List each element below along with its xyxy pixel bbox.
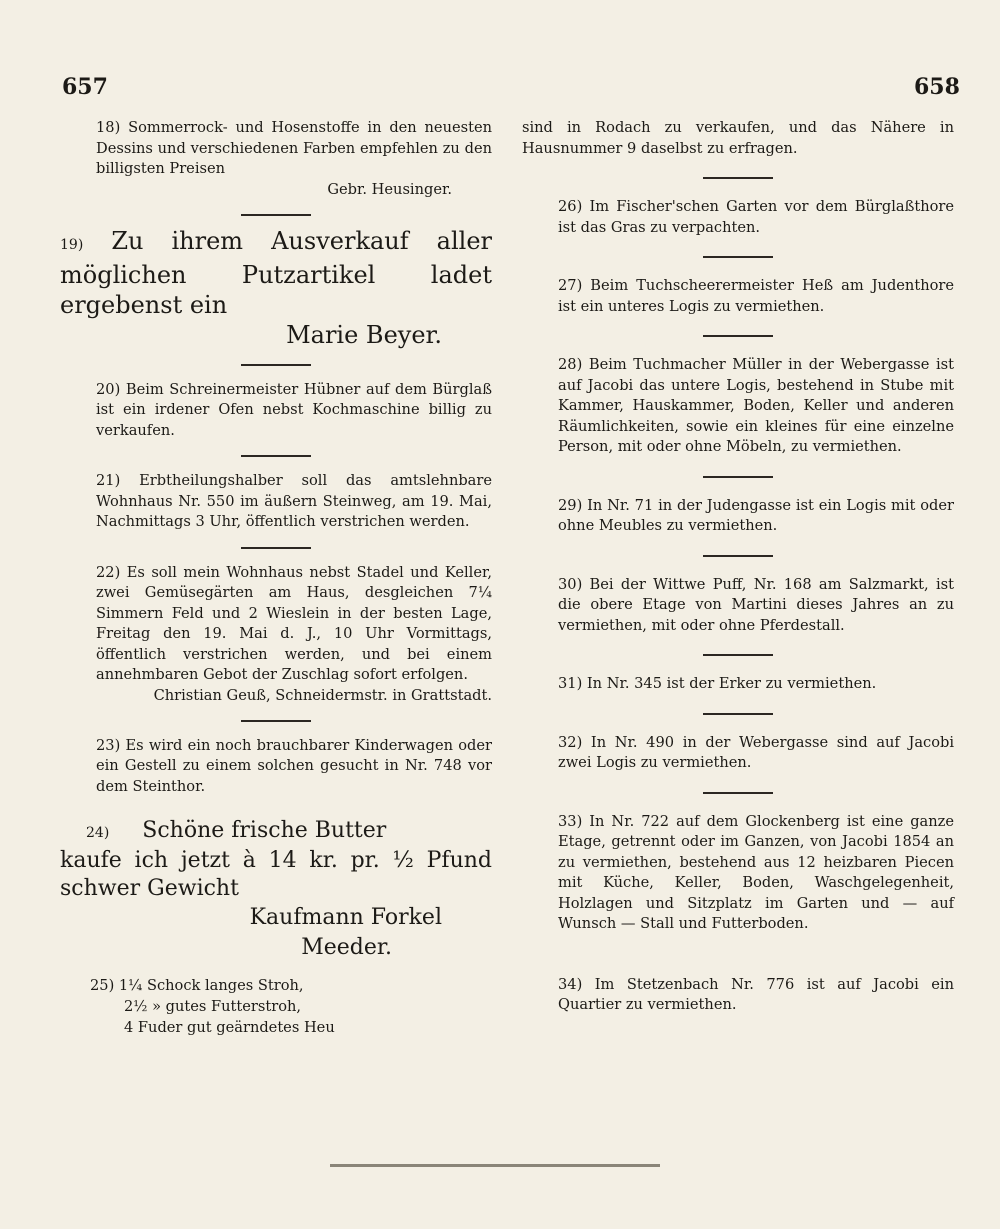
notice-19-signature: Marie Beyer. <box>286 320 442 349</box>
notice-25 <box>60 975 492 1038</box>
notice-18-text: 18) Sommerrock- und Hosenstoffe in den neuesten Dessins und verschiedenen Farben empfehlen zu den billigsten Preisen <box>96 119 492 177</box>
notice-33: 33) In Nr. 722 auf dem Glockenberg ist eine ganze Etage, getrennt oder im Ganzen, von Jacobi 1854 an zu vermiethen, bestehend aus 12 heizbaren Piecen mit Küche, Keller, Boden, Waschgelegenheit, Holzlagen und Sitzplatz im Garten und — auf Wunsch — Stall und Futterboden. <box>558 812 954 932</box>
divider <box>241 455 311 457</box>
divider <box>703 476 773 478</box>
notice-24-signature-1: Kaufmann Forkel <box>249 905 442 930</box>
divider <box>241 364 311 366</box>
notice-24-signature-2: Meeder. <box>301 935 392 960</box>
divider <box>241 720 311 722</box>
divider <box>241 547 311 549</box>
notice-25-continuation: sind in Rodach zu verkaufen, und das Nähere in Hausnummer 9 daselbst zu erfragen. <box>522 119 954 157</box>
bottom-rule <box>330 1164 660 1167</box>
divider <box>703 792 773 794</box>
notice-29: 29) In Nr. 71 in der Judengasse ist ein Logis mit oder ohne Meubles zu vermiethen. <box>558 496 954 534</box>
notice-25-row: 4 Fuder gut geärndetes Heu <box>124 1019 335 1036</box>
notice-19-number: 19) <box>60 236 84 253</box>
left-column <box>60 118 492 1038</box>
notice-22-text: 22) Es soll mein Wohnhaus nebst Stadel und Keller, zwei Gemüsegärten am Haus, desgleichen 7¼ Simmern Feld und 2 Wieslein in der besten Lage, Freitag den 19. Mai d. J., 10 Uhr Vormittags, öffentlich verstrichen werden, und bei einem annehmbaren Gebot der Zuschlag sofort erfolgen. <box>96 563 492 683</box>
notice-18 <box>60 118 492 200</box>
divider <box>703 177 773 179</box>
notice-26: 26) Im Fischer'schen Garten vor dem Bürglaßthore ist das Gras zu verpachten. <box>558 198 954 236</box>
notice-18-signature: Gebr. Heusinger. <box>327 180 452 198</box>
page-number-right: 658 <box>914 74 960 100</box>
notice-32: 32) In Nr. 490 in der Webergasse sind auf Jacobi zwei Logis zu vermiethen. <box>558 733 954 771</box>
notice-25-row: 2½ » gutes Futterstroh, <box>124 998 302 1015</box>
notice-19-text: Zu ihrem Ausverkauf aller möglichen Putzartikel ladet ergebenst ein <box>60 226 492 319</box>
notice-27: 27) Beim Tuchscheerermeister Heß am Judenthore ist ein unteres Logis zu vermiethen. <box>558 277 954 315</box>
notice-19 <box>60 226 492 350</box>
divider <box>703 654 773 656</box>
divider <box>241 214 311 216</box>
notice-31: 31) In Nr. 345 ist der Erker zu vermiethen. <box>558 675 877 692</box>
page-number-left: 657 <box>62 74 108 100</box>
notice-20: 20) Beim Schreinermeister Hübner auf dem Bürglaß ist ein irdener Ofen nebst Kochmaschine billig zu verkaufen. <box>96 380 492 439</box>
notice-24-number: 24) <box>86 825 110 841</box>
notice-22 <box>60 563 492 706</box>
notice-30: 30) Bei der Wittwe Puff, Nr. 168 am Salzmarkt, ist die obere Etage von Martini dieses Jahres an zu vermiethen, mit oder ohne Pferdestall. <box>558 575 954 634</box>
notice-23: 23) Es wird ein noch brauchbarer Kinderwagen oder ein Gestell zu einem solchen gesucht in Nr. 748 vor dem Steinthor. <box>96 736 492 795</box>
divider <box>703 256 773 258</box>
divider <box>703 335 773 337</box>
notice-28: 28) Beim Tuchmacher Müller in der Webergasse ist auf Jacobi das untere Logis, bestehend in Stube mit Kammer, Hauskammer, Boden, Keller und anderen Räumlichkeiten, sowie ein kleines für eine einzelne Person, mit oder ohne Möbeln, zu vermiethen. <box>558 356 954 455</box>
notice-34: 34) Im Stetzenbach Nr. 776 ist auf Jacobi ein Quartier zu vermiethen. <box>558 975 954 1013</box>
notice-24-text: kaufe ich jetzt à 14 kr. pr. ½ Pfund schwer Gewicht <box>60 848 492 901</box>
notice-21: 21) Erbtheilungshalber soll das amtslehnbare Wohnhaus Nr. 550 im äußern Steinweg, am 19. Mai, Nachmittags 3 Uhr, öffentlich verstrichen werden. <box>96 472 492 530</box>
notice-22-signature: Christian Geuß, Schneidermstr. in Grattstadt. <box>153 686 492 704</box>
notice-25-row: 25) 1¼ Schock langes Stroh, <box>90 977 304 994</box>
notice-24 <box>60 817 492 963</box>
notice-24-headline: Schöne frische Butter <box>142 818 387 843</box>
divider <box>703 713 773 715</box>
right-column <box>522 118 954 1016</box>
divider <box>703 555 773 557</box>
